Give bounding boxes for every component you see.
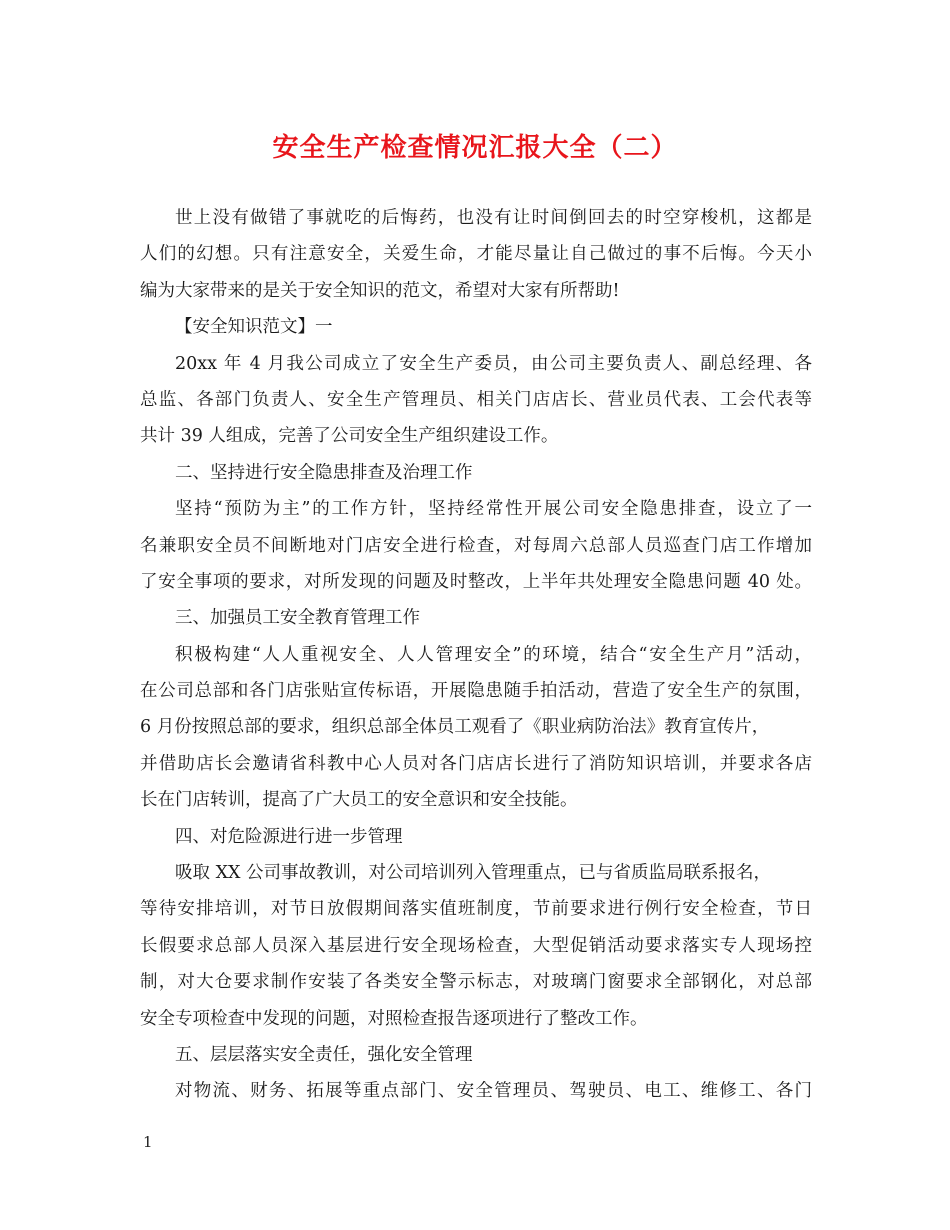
text-line: 二、坚持进行安全隐患排查及治理工作 — [175, 462, 473, 483]
text-line: 四、对危险源进行进一步管理 — [175, 826, 403, 847]
text-line: 并借助店长会邀请省科教中心人员对各门店店长进行了消防知识培训，并要求各店 — [140, 753, 812, 774]
document-title: 安全生产检查情况汇报大全（二） — [272, 133, 678, 163]
document-body — [140, 200, 812, 1110]
text-line: 安全专项检查中发现的问题，对照检查报告逐项进行了整改工作。 — [140, 1008, 648, 1029]
text-line: 名兼职安全员不间断地对门店安全进行检查，对每周六总部人员巡查门店工作增加 — [140, 535, 812, 556]
text-line: 等待安排培训，对节日放假期间落实值班制度，节前要求进行例行安全检查，节日 — [140, 899, 812, 920]
text-line: 20xx 年 4 月我公司成立了安全生产委员，由公司主要负责人、副总经理、各 — [175, 353, 812, 374]
text-line: 长在门店转训，提高了广大员工的安全意识和安全技能。 — [140, 790, 578, 811]
text-line: 制，对大仓要求制作安装了各类安全警示标志，对玻璃门窗要求全部钢化，对总部 — [140, 972, 812, 993]
text-line: 在公司总部和各门店张贴宣传标语，开展隐患随手拍活动，营造了安全生产的氛围， — [140, 681, 812, 702]
text-line: 了安全事项的要求，对所发现的问题及时整改，上半年共处理安全隐患问题 40 处。 — [140, 571, 812, 592]
page-number: 1 — [143, 1133, 153, 1151]
text-line: 吸取 XX 公司事故教训，对公司培训列入管理重点，已与省质监局联系报名， — [175, 863, 772, 884]
text-line: 对物流、财务、拓展等重点部门、安全管理员、驾驶员、电工、维修工、各门 — [175, 1081, 812, 1102]
text-line: 总监、各部门负责人、安全生产管理员、相关门店店长、营业员代表、工会代表等 — [140, 389, 812, 410]
text-line: 共计 39 人组成，完善了公司安全生产组织建设工作。 — [140, 426, 559, 447]
text-line: 五、层层落实安全责任，强化安全管理 — [175, 1044, 473, 1065]
text-line: 世上没有做错了事就吃的后悔药，也没有让时间倒回去的时空穿梭机，这都是 — [175, 208, 812, 228]
text-line: 积极构建“人人重视安全、人人管理安全”的环境，结合“安全生产月”活动， — [175, 644, 812, 665]
text-line: 【安全知识范文】一 — [175, 317, 333, 338]
text-line: 三、加强员工安全教育管理工作 — [175, 608, 420, 629]
text-line: 坚持“预防为主”的工作方针，坚持经常性开展公司安全隐患排查，设立了一 — [175, 499, 812, 520]
text-line: 6 月份按照总部的要求，组织总部全体员工观看了《职业病防治法》教育宣传片， — [140, 717, 770, 738]
text-line: 人们的幻想。只有注意安全，关爱生命，才能尽量让自己做过的事不后悔。今天小 — [140, 244, 812, 265]
text-line: 长假要求总部人员深入基层进行安全现场检查，大型促销活动要求落实专人现场控 — [140, 935, 812, 956]
text-line: 编为大家带来的是关于安全知识的范文，希望对大家有所帮助! — [140, 280, 620, 301]
